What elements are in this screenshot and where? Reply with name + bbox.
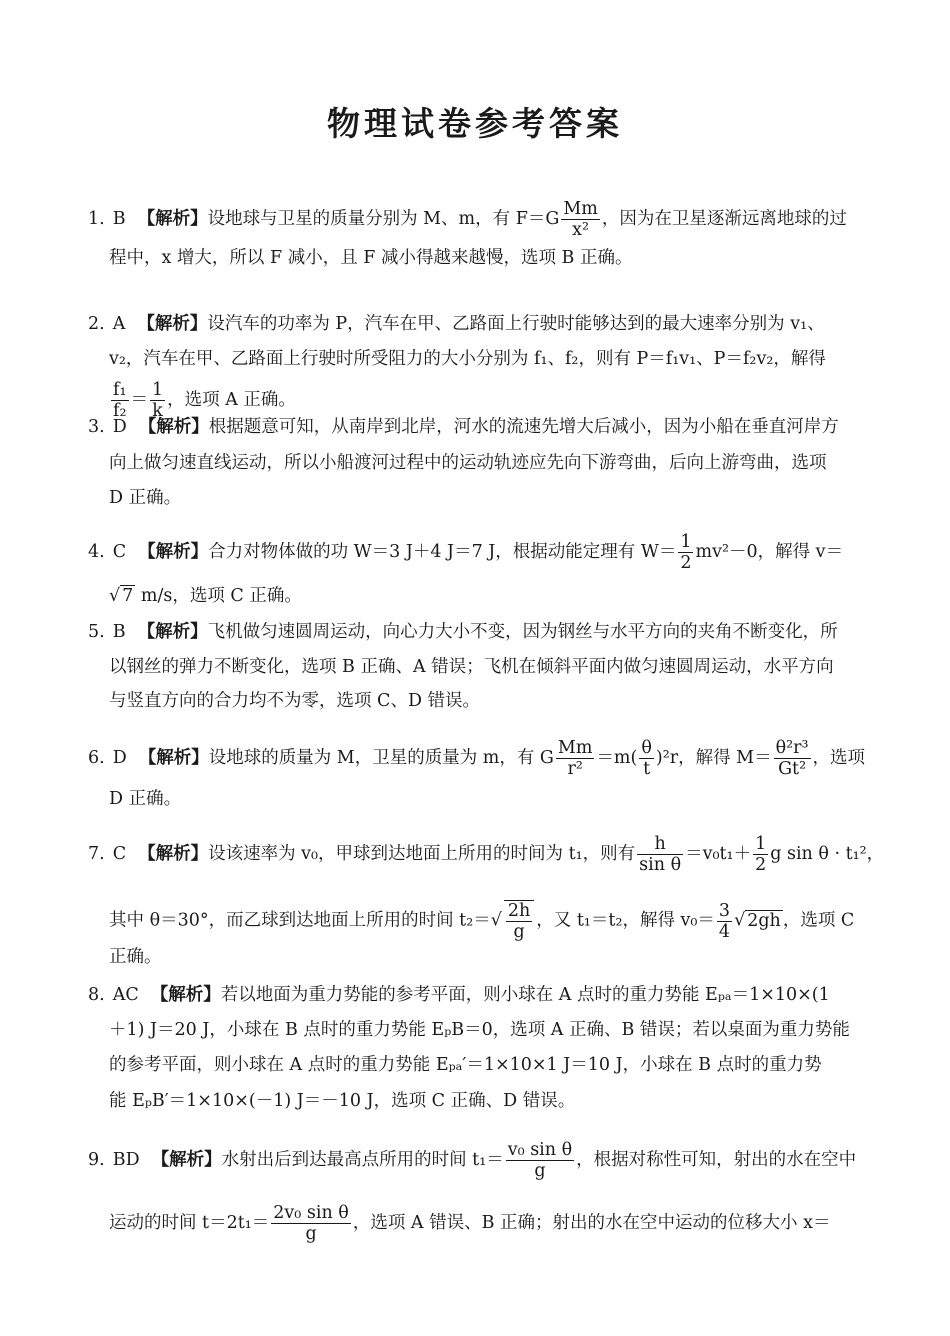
q6-line-1	[88, 738, 865, 779]
q7-text: ，又 t₁＝t₂，解得 v₀＝	[536, 910, 715, 931]
fraction: $\frac{Mm}{\text{x²}}$	[563, 199, 598, 240]
item-number: 8.	[88, 985, 105, 1005]
item-answer: C	[112, 844, 127, 864]
q9-text: ，选项 A 错误、B 正确；射出的水在空中运动的位移大小 x＝	[352, 1213, 831, 1233]
fraction: $\frac{\text{θ²r³}}{\text{Gt²}}$	[775, 738, 809, 779]
q2-line-3	[109, 380, 296, 421]
q7-text: 正确。	[109, 947, 162, 967]
item-answer: AC	[112, 985, 139, 1005]
item-number: 2.	[88, 314, 105, 334]
analysis-tag: 【解析】	[138, 542, 209, 562]
q6-text: ，选项	[812, 748, 866, 768]
analysis-tag: 【解析】	[150, 985, 221, 1005]
analysis-tag: 【解析】	[137, 622, 208, 642]
q4-line-1	[88, 532, 843, 573]
item-answer: B	[112, 622, 126, 642]
q5-line-1	[88, 621, 838, 643]
q1-line-1	[88, 199, 847, 240]
fraction: $\frac{\text{v₀ sin θ}}{g}$	[507, 1140, 573, 1181]
q9-line-2	[109, 1203, 830, 1244]
fraction: $\frac{\text{f₁}}{\text{f₂}}$	[113, 380, 127, 421]
q2-text: 设汽车的功率为 P，汽车在甲、乙路面上行驶时能够达到的最大速率分别为 v₁、	[207, 314, 825, 334]
q4-text: 合力对物体做的功 W＝3 J＋4 J＝7 J，根据动能定理有 W＝	[208, 542, 677, 562]
item-number: 9.	[88, 1150, 105, 1170]
fraction: $\frac{Mm}{\text{r²}}$	[557, 738, 593, 779]
fraction: $\frac{2h}{g}$	[504, 900, 534, 942]
q1-text: ，因为在卫星逐渐远离地球的过	[601, 209, 847, 229]
q1-text: 程中，x 增大，所以 F 减小，且 F 减小得越来越慢，选项 B 正确。	[109, 248, 633, 268]
q6-text: D 正确。	[109, 789, 182, 809]
q2-text: v₂，汽车在甲、乙路面上行驶时所受阻力的大小分别为 f₁、f₂，则有 P＝f₁v₁、P＝f₂v₂，解得	[109, 349, 826, 369]
fraction: $\frac{h}{\text{sin θ}}$	[639, 834, 682, 875]
item-answer: BD	[112, 1150, 140, 1170]
q2-line-1	[88, 313, 825, 335]
sqrt-sign: √	[490, 910, 502, 931]
q2-text: ，选项 A 正确。	[167, 390, 296, 410]
q3-text: 根据题意可知，从南岸到北岸，河水的流速先增大后减小，因为小船在垂直河岸方	[208, 417, 839, 437]
fraction: $\frac{\theta}{t}$	[641, 738, 652, 779]
q8-line-1	[88, 984, 830, 1006]
analysis-tag: 【解析】	[138, 417, 209, 437]
item-answer: D	[112, 417, 127, 437]
analysis-tag: 【解析】	[137, 209, 208, 229]
analysis-tag: 【解析】	[137, 314, 208, 334]
item-answer: B	[112, 209, 126, 229]
item-number: 5.	[88, 622, 105, 642]
sqrt-sign: √	[109, 586, 121, 606]
q4-line-2	[109, 585, 302, 607]
item-number: 7.	[88, 844, 105, 864]
q7-text: g sin θ · t₁²，	[770, 844, 885, 864]
item-number: 1.	[88, 209, 105, 229]
q9-text: 水射出后到达最高点所用的时间 t₁＝	[221, 1150, 504, 1170]
q5-text: 与竖直方向的合力均不为零，选项 C、D 错误。	[109, 691, 481, 711]
q9-line-1	[88, 1140, 856, 1181]
fraction: $\frac{1}{2}$	[755, 834, 767, 875]
equals-sign: ＝	[130, 390, 148, 410]
q8-text: ＋1) J＝20 J，小球在 B 点时的重力势能 EₚB＝0，选项 A 正确、B 错误；若以桌面为重力势能	[109, 1020, 850, 1040]
radicand: 7	[122, 586, 134, 606]
q3-text: 向上做匀速直线运动，所以小船渡河过程中的运动轨迹应先向下游弯曲，后向上游弯曲，选项	[109, 453, 827, 473]
item-number: 4.	[88, 542, 105, 562]
q7-line-2	[109, 900, 854, 942]
page-title: 物理试卷参考答案	[327, 104, 623, 143]
q7-text: 设该速率为 v₀，甲球到达地面上所用的时间为 t₁，则有	[208, 844, 636, 864]
item-answer: C	[112, 542, 127, 562]
q7-line-1	[88, 834, 884, 875]
q9-text: ，根据对称性可知，射出的水在空中	[576, 1150, 857, 1170]
item-number: 3.	[88, 417, 105, 437]
q6-text: ＝m(	[596, 748, 638, 768]
q5-text: 以钢丝的弹力不断变化，选项 B 正确、A 错误；飞机在倾斜平面内做匀速圆周运动，水平方向	[109, 657, 834, 677]
item-number: 6.	[88, 748, 105, 768]
analysis-tag: 【解析】	[138, 844, 209, 864]
analysis-tag: 【解析】	[151, 1150, 222, 1170]
q9-text: 运动的时间 t＝2t₁＝	[109, 1213, 270, 1233]
q1-text: 设地球与卫星的质量分别为 M、m，有 F＝G	[207, 209, 560, 229]
q4-text: mv²－0，解得 v＝	[695, 542, 844, 562]
analysis-tag: 【解析】	[138, 748, 209, 768]
item-answer: A	[112, 314, 126, 334]
fraction: $\frac{3}{4}$	[718, 900, 731, 942]
q6-text: 设地球的质量为 M，卫星的质量为 m，有 G	[208, 748, 554, 768]
q7-text: ＝v₀t₁＋	[685, 844, 752, 864]
q3-text: D 正确。	[109, 488, 182, 508]
sqrt-sign: √	[734, 910, 746, 931]
q7-text: 其中 θ＝30°，而乙球到达地面上所用的时间 t₂＝	[109, 910, 491, 931]
q8-text: 若以地面为重力势能的参考平面，则小球在 A 点时的重力势能 Eₚₐ＝1×10×(1	[220, 985, 830, 1005]
fraction: $\frac{1}{2}$	[680, 532, 692, 573]
item-answer: D	[112, 748, 127, 768]
q3-line-1	[88, 416, 839, 438]
q8-text: 能 EₚB′＝1×10×(－1) J＝－10 J，选项 C 正确、D 错误。	[109, 1091, 576, 1111]
q7-text: ，选项 C	[782, 910, 855, 931]
fraction: $\frac{1}{k}$	[152, 380, 164, 421]
q4-text: m/s，选项 C 正确。	[135, 586, 302, 606]
q5-text: 飞机做匀速圆周运动，向心力大小不变，因为钢丝与水平方向的夹角不断变化，所	[207, 622, 838, 642]
q8-text: 的参考平面，则小球在 A 点时的重力势能 Eₚₐ′＝1×10×1 J＝10 J，小球在 B 点时的重力势	[109, 1055, 822, 1075]
radicand: 2gh	[747, 910, 781, 931]
q6-text: )²r，解得 M＝	[655, 748, 772, 768]
fraction: $\frac{\text{2v₀ sin θ}}{g}$	[273, 1203, 349, 1244]
